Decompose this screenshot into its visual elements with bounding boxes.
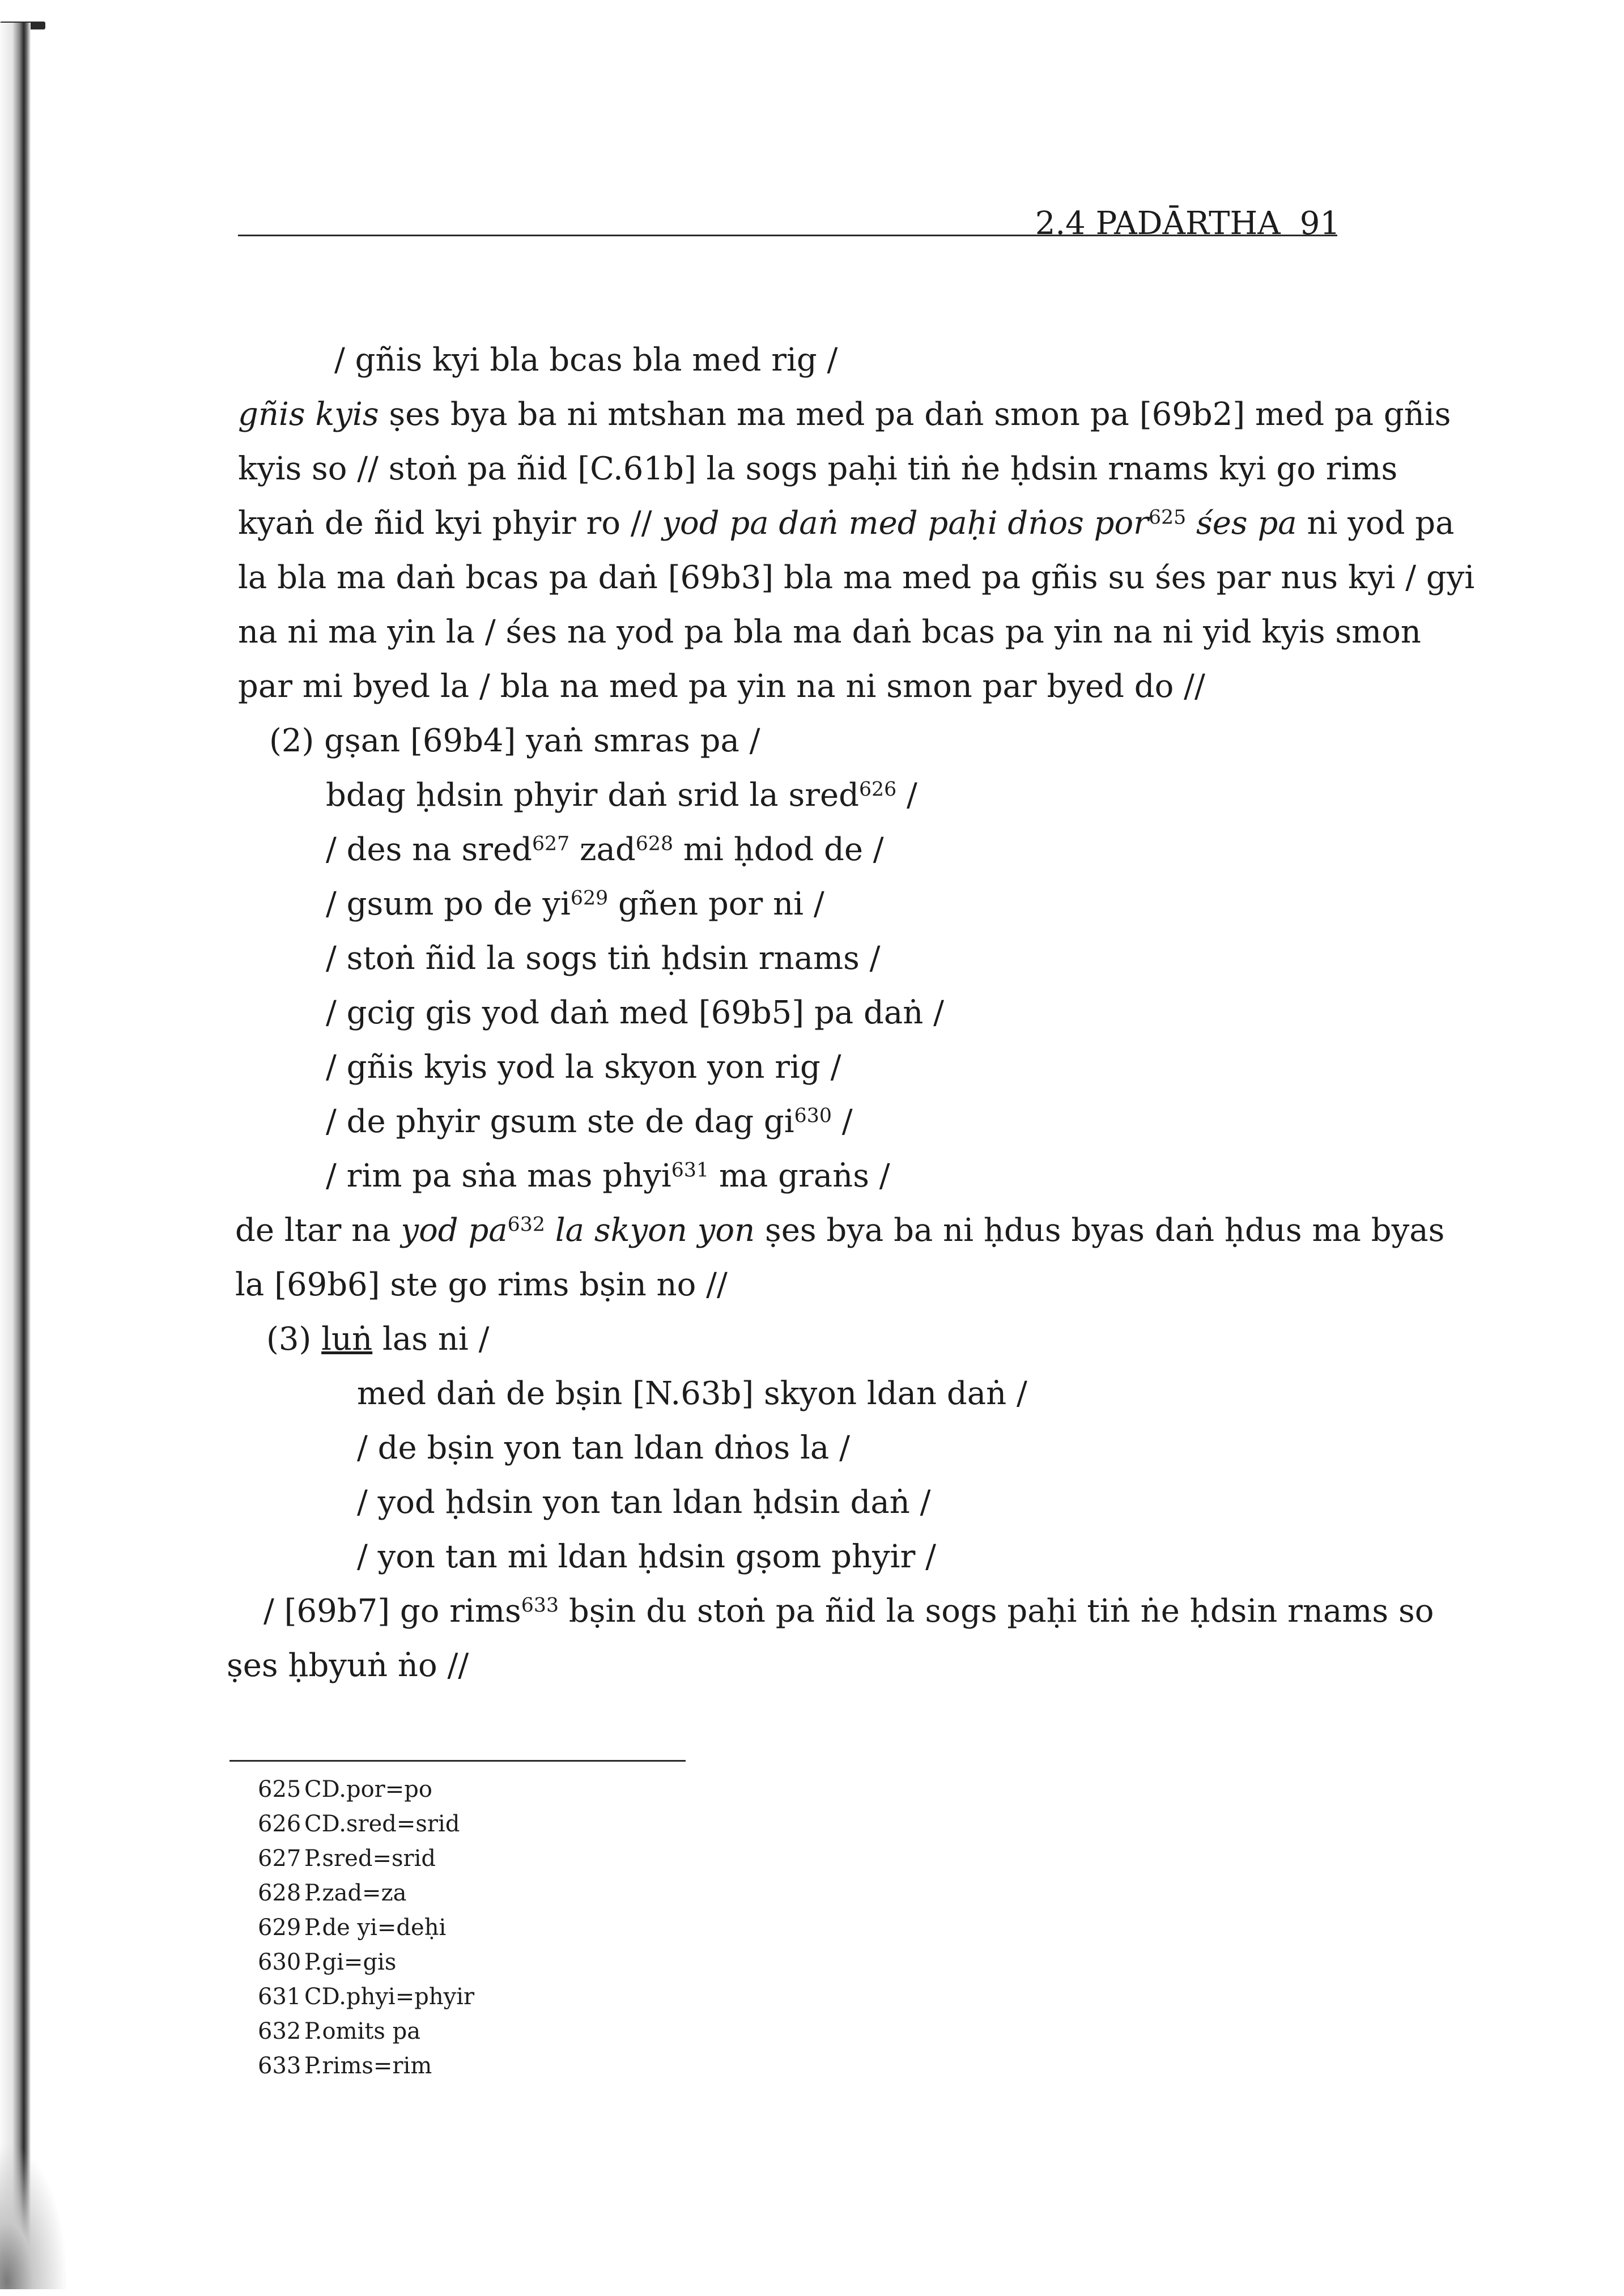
footnote xyxy=(258,1913,446,1942)
section3-prose-line2: ṣes ḥbyuṅ ṅo // xyxy=(227,1647,469,1684)
section2-verse1 xyxy=(326,774,917,817)
footnote xyxy=(258,1844,436,1873)
s3-heading-num: (3) xyxy=(266,1321,312,1358)
s3p1-a: / [69b7] go rims xyxy=(263,1593,521,1630)
footnote-ref-625: 625 xyxy=(1148,506,1187,529)
para1-line3 xyxy=(238,502,1455,545)
footnote-number: 633 xyxy=(258,2053,301,2079)
s2p1-a: de ltar na xyxy=(235,1212,391,1249)
s2p1-italic: yod pa xyxy=(401,1212,508,1249)
footnote-number: 627 xyxy=(258,1846,301,1872)
para1-line4: la bla ma daṅ bcas pa daṅ [69b3] bla ma med pa gñis su śes par nus kyi / gyi xyxy=(238,559,1475,596)
section3-verse3: / yod ḥdsin yon tan ldan ḥdsin daṅ / xyxy=(357,1484,931,1521)
section3-verse2: / de bṣin yon tan ldan dṅos la / xyxy=(357,1430,850,1466)
footnote-text: P.omits pa xyxy=(304,2018,421,2044)
footnote-ref-627: 627 xyxy=(532,832,570,856)
footnote-number: 625 xyxy=(258,1776,301,1802)
section3-heading xyxy=(266,1318,489,1361)
section2-heading: (2) gṣan [69b4] yaṅ smras pa / xyxy=(269,722,760,759)
footnote-text: P.gi=gis xyxy=(304,1949,397,1975)
footnote-ref-629: 629 xyxy=(570,887,609,910)
s2v2-b: zad xyxy=(580,831,636,868)
para1-line3-a: kyaṅ de ñid kyi phyir ro // xyxy=(238,505,652,542)
footnote-number: 632 xyxy=(258,2018,301,2044)
footnote-text: CD.phyi=phyir xyxy=(304,1984,475,2010)
footnote-text: P.sred=srid xyxy=(304,1846,436,1872)
footnote-text: P.zad=za xyxy=(304,1880,407,1906)
footnote-number: 628 xyxy=(258,1880,301,1906)
para1-italic-term: gñis kyis xyxy=(238,396,379,433)
footnote-ref-626: 626 xyxy=(858,778,897,801)
s2p1-italic2: la skyon yon xyxy=(555,1212,755,1249)
s2v8-a: / rim pa sṅa mas phyi xyxy=(326,1158,671,1194)
para1-line3-italic2: śes pa xyxy=(1196,505,1297,542)
footnote-ref-628: 628 xyxy=(635,832,674,856)
section2-verse7 xyxy=(326,1100,853,1143)
section2-verse6: / gñis kyis yod la skyon yon rig / xyxy=(326,1049,841,1086)
footnote-number: 630 xyxy=(258,1949,301,1975)
section2-verse3 xyxy=(326,883,824,926)
footnote xyxy=(258,2051,432,2081)
s2p1-b: ṣes bya ba ni ḥdus byas daṅ ḥdus ma byas xyxy=(764,1212,1445,1249)
header-section-title: 2.4 PADĀRTHA xyxy=(1035,205,1281,242)
para1-line6: par mi byed la / bla na med pa yin na ni smon par byed do // xyxy=(238,668,1205,705)
footnote-ref-633: 633 xyxy=(521,1594,559,1617)
footnote-ref-630: 630 xyxy=(794,1104,832,1128)
s2v1-text: bdag ḥdsin phyir daṅ srid la sred xyxy=(326,777,859,814)
s2v3-a: / gsum po de yi xyxy=(326,886,571,922)
s2v1-end: / xyxy=(907,777,917,814)
para1-line5: na ni ma yin la / śes na yod pa bla ma daṅ bcas pa yin na ni yid kyis smon xyxy=(238,614,1421,650)
para1-line1-text: ṣes bya ba ni mtshan ma med pa daṅ smon pa [69b2] med pa gñis xyxy=(389,396,1451,433)
footnote xyxy=(258,1982,474,2012)
footnote-ref-632: 632 xyxy=(507,1213,545,1236)
para1-line1 xyxy=(238,393,1451,436)
footnote-text: CD.por=po xyxy=(304,1776,432,1802)
s2v2-a: / des na sred xyxy=(326,831,532,868)
section3-prose-line1 xyxy=(263,1590,1434,1633)
section2-verse5: / gcig gis yod daṅ med [69b5] pa daṅ / xyxy=(326,994,944,1031)
footnote-rule xyxy=(229,1760,686,1762)
footnote-text: CD.sred=srid xyxy=(304,1811,460,1837)
s2v8-b: ma graṅs / xyxy=(719,1158,890,1194)
footnote xyxy=(258,1809,460,1839)
s3-heading-underlined: luṅ xyxy=(321,1321,373,1358)
s3-heading-rest: las ni / xyxy=(382,1321,490,1358)
s2v2-c: mi ḥdod de / xyxy=(683,831,884,868)
footnote xyxy=(258,1775,432,1804)
para1-line2: kyis so // stoṅ pa ñid [C.61b] la sogs paḥi tiṅ ṅe ḥdsin rnams kyi go rims xyxy=(238,450,1398,487)
section2-prose-line1 xyxy=(235,1209,1445,1252)
section3-verse1: med daṅ de bṣin [N.63b] skyon ldan daṅ / xyxy=(357,1375,1027,1412)
footnote-number: 629 xyxy=(258,1915,301,1941)
section2-verse8 xyxy=(326,1155,890,1198)
header-rule xyxy=(238,235,1337,236)
running-header xyxy=(935,204,1340,244)
footnote-number: 626 xyxy=(258,1811,301,1837)
s2v3-b: gñen por ni / xyxy=(618,886,824,922)
para1-line3-b: ni yod pa xyxy=(1307,505,1455,542)
section2-prose-line2: la [69b6] ste go rims bṣin no // xyxy=(235,1266,728,1303)
verse-heading: / gñis kyi bla bcas bla med rig / xyxy=(334,342,838,379)
section2-verse4: / stoṅ ñid la sogs tiṅ ḥdsin rnams / xyxy=(326,940,881,977)
section3-verse4: / yon tan mi ldan ḥdsin gṣom phyir / xyxy=(357,1538,936,1575)
s3p1-b: bṣin du stoṅ pa ñid la sogs paḥi tiṅ ṅe ḥdsin rnams so xyxy=(568,1593,1434,1630)
footnote xyxy=(258,1948,396,1977)
footnote-text: P.rims=rim xyxy=(304,2053,432,2079)
binding-shadow-bottom xyxy=(0,2142,68,2289)
footnote-number: 631 xyxy=(258,1984,301,2010)
para1-line3-italic: yod pa daṅ med paḥi dṅos por xyxy=(662,505,1149,542)
s2v7-b: / xyxy=(841,1103,853,1140)
footnote-text: P.de yi=deḥi xyxy=(304,1915,447,1941)
page-binding-edge xyxy=(0,23,31,2289)
footnote-ref-631: 631 xyxy=(671,1159,709,1182)
section2-verse2 xyxy=(326,828,884,871)
footnote xyxy=(258,1878,407,1908)
s2v7-a: / de phyir gsum ste de dag gi xyxy=(326,1103,794,1140)
footnote xyxy=(258,2017,420,2046)
page-number: 91 xyxy=(1299,205,1340,242)
